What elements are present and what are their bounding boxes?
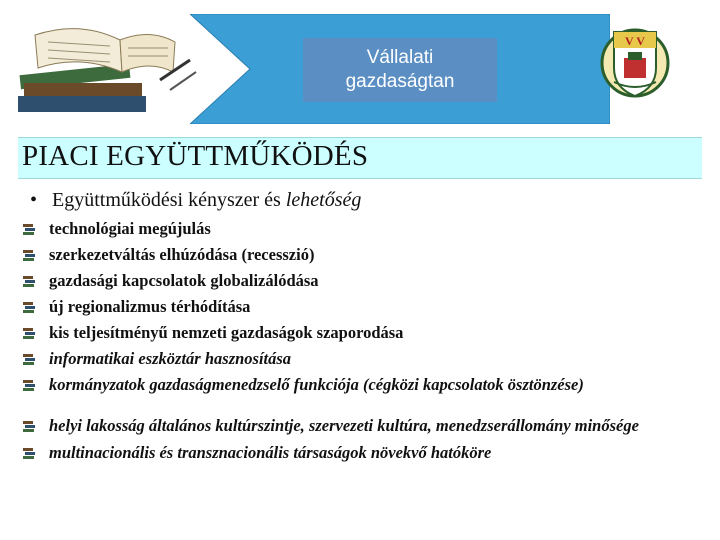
book-stack-icon: [22, 327, 36, 340]
course-title-line1: Vállalati: [366, 47, 434, 68]
book-stack-icon: [22, 447, 36, 460]
list-item: helyi lakosság általános kultúrszintje, szervezeti kultúra, menedzserállomány minősége: [22, 413, 712, 440]
course-title-box: [303, 38, 497, 102]
list-item: informatikai eszköztár hasznosítása: [22, 346, 712, 372]
book-stack-icon: [22, 379, 36, 392]
list-item: kis teljesítményű nemzeti gazdaságok szaporodása: [22, 320, 712, 346]
book-stack-icon: [22, 223, 36, 236]
list-item: új regionalizmus térhódítása: [22, 294, 712, 320]
slide-title: PIACI EGYÜTTMŰKÖDÉS: [22, 140, 369, 172]
book-stack-icon: [22, 301, 36, 314]
list-item: multinacionális és transznacionális társaságok növekvő hatóköre: [22, 440, 712, 466]
list-item: technológiai megújulás: [22, 216, 712, 242]
bullet-dot: •: [30, 189, 38, 211]
crest-letters: V V: [625, 34, 645, 48]
list-item: szerkezetváltás elhúzódása (recesszió): [22, 242, 712, 268]
main-bullet-emphasis: lehetőség: [285, 189, 362, 211]
list-item: kormányzatok gazdaságmenedzselő funkciója (cégközi kapcsolatok ösztönzése): [22, 372, 712, 398]
book-stack-icon: [22, 249, 36, 262]
main-bullet: [30, 189, 361, 212]
main-bullet-text: Együttműködési kényszer és: [52, 189, 286, 211]
book-stack-icon: [22, 420, 36, 433]
book-stack-icon: [22, 353, 36, 366]
course-title-line2: gazdaságtan: [345, 71, 455, 92]
university-crest: [600, 18, 670, 108]
book-stack-icon: [22, 275, 36, 288]
bullet-list: [22, 216, 712, 466]
books-illustration: [10, 10, 200, 125]
list-item: gazdasági kapcsolatok globalizálódása: [22, 268, 712, 294]
